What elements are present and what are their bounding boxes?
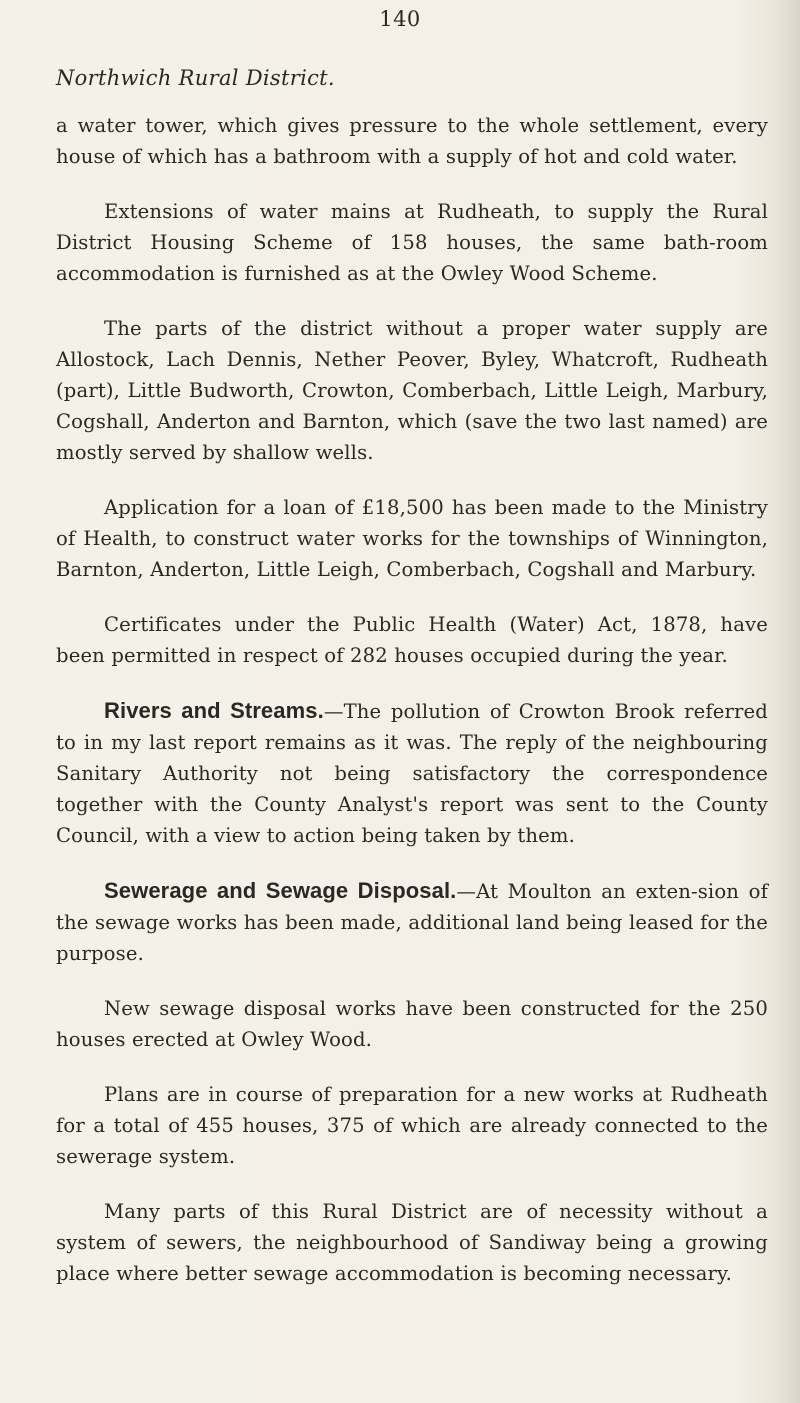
- paragraph-sewerage-and-sewage-disposal: [56, 875, 768, 969]
- paragraph-sandiway: Many parts of this Rural District are of necessity without a system of sewers, the neighbourhood of Sandiway being a growing place where better sewage accommodation is becoming necessary.: [56, 1200, 768, 1285]
- paragraph-water-mains-extension: Extensions of water mains at Rudheath, to supply the Rural District Housing Scheme of 158 houses, the same bath-room accommodation is furnished as at the Owley Wood Scheme.: [56, 200, 768, 285]
- section-heading-sewerage-and-sewage-disposal: Sewerage and Sewage Disposal.: [104, 878, 457, 903]
- running-header: Northwich Rural District.: [56, 66, 335, 90]
- paragraph-certificates: Certificates under the Public Health (Water) Act, 1878, have been permitted in respect of 282 houses occupied during the year.: [56, 613, 768, 667]
- sewerage-text: —At Moulton an exten-sion of the sewage works has been made, additional land being leased for the purpose.: [56, 880, 768, 965]
- paragraph-loan-application: Application for a loan of £18,500 has been made to the Ministry of Health, to construct water works for the townships of Winnington, Barnton, Anderton, Little Leigh, Comberbach, Cogshall and Marbury.: [56, 496, 768, 581]
- paragraph-owley-wood-disposal: New sewage disposal works have been constructed for the 250 houses erected at Owley Wood.: [56, 997, 768, 1051]
- paragraph-rivers-and-streams: [56, 695, 768, 851]
- paragraph-rudheath-plans: Plans are in course of preparation for a new works at Rudheath for a total of 455 houses, 375 of which are already connected to the sewerage system.: [56, 1083, 768, 1168]
- paragraph-without-water-supply: The parts of the district without a proper water supply are Allostock, Lach Dennis, Nether Peover, Byley, Whatcroft, Rudheath (part), Little Budworth, Crowton, Comberbach, Little Leigh, Marbury, Cogshall, Anderton and Barnton, which (save the two last named) are mostly served by shallow wells.: [56, 317, 768, 464]
- page-number: 140: [379, 7, 421, 31]
- rivers-and-streams-text: —The pollution of Crowton Brook referred to in my last report remains as it was. The reply of the neighbouring Sanitary Authority not being satisfactory the correspondence together with the County Analyst's report was sent to the County Council, with a view to action being taken by them.: [56, 700, 768, 847]
- paragraph-water-tower: a water tower, which gives pressure to the whole settlement, every house of which has a bathroom with a supply of hot and cold water.: [56, 114, 768, 168]
- section-heading-rivers-and-streams: Rivers and Streams.: [104, 698, 324, 723]
- document-body: [56, 110, 768, 1313]
